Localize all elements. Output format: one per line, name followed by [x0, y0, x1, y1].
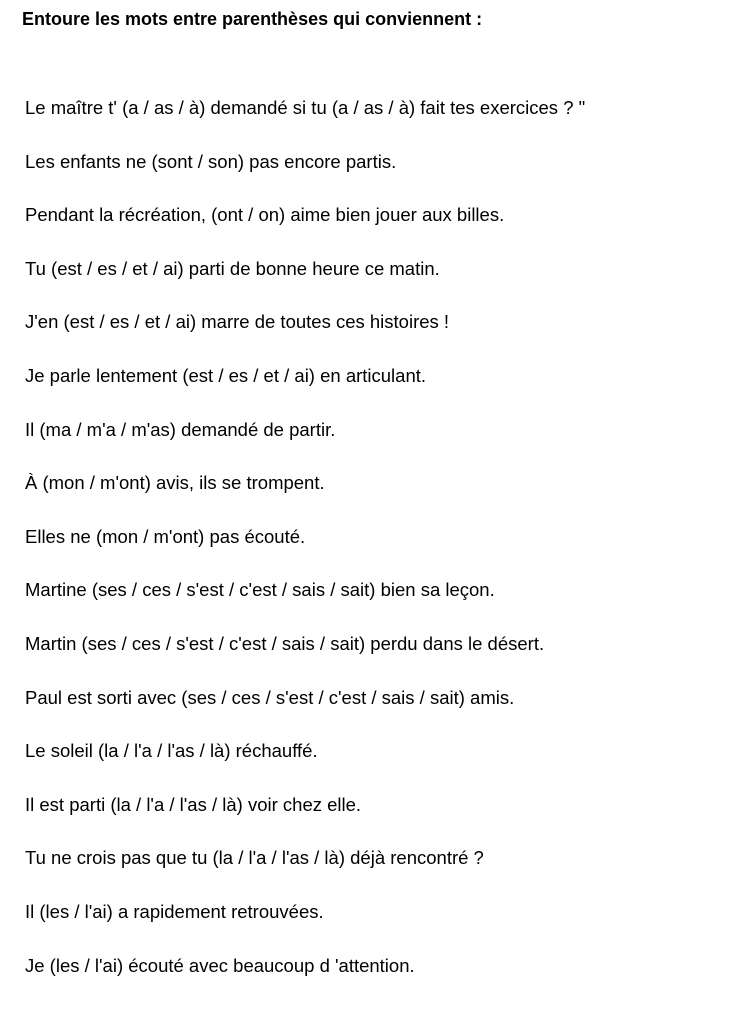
sentence-17: Je (les / l'ai) écouté avec beaucoup d 'attention. — [25, 954, 415, 976]
sentence-1: Le maître t' (a / as / à) demandé si tu (a / as / à) fait tes exercices ? " — [25, 97, 586, 118]
sentence-13: Le soleil (la / l'a / l'as / là) réchauffé. — [25, 740, 318, 762]
sentence-9: Elles ne (mon / m'ont) pas écouté. — [25, 525, 306, 547]
sentence-16: Il (les / l'ai) a rapidement retrouvées. — [25, 900, 324, 922]
sentence-3: Pendant la récréation, (ont / on) aime bien jouer aux billes. — [25, 204, 505, 226]
sentence-5: J'en (est / es / et / ai) marre de toutes ces histoires ! — [25, 311, 450, 333]
sentence-10: Martine (ses / ces / s'est / c'est / sais / sait) bien sa leçon. — [25, 579, 495, 601]
sentence-list — [25, 96, 585, 1007]
sentence-12: Paul est sorti avec (ses / ces / s'est / c'est / sais / sait) amis. — [25, 686, 515, 708]
sentence-7: Il (ma / m'a / m'as) demandé de partir. — [25, 418, 336, 440]
sentence-2: Les enfants ne (sont / son) pas encore partis. — [25, 150, 397, 172]
sentence-6: Je parle lentement (est / es / et / ai) en articulant. — [25, 364, 427, 386]
sentence-8: À (mon / m'ont) avis, ils se trompent. — [25, 472, 325, 494]
instruction-title: Entoure les mots entre parenthèses qui conviennent : — [22, 9, 483, 29]
sentence-4: Tu (est / es / et / ai) parti de bonne heure ce matin. — [25, 257, 440, 279]
sentence-11: Martin (ses / ces / s'est / c'est / sais / sait) perdu dans le désert. — [25, 632, 545, 654]
sentence-14: Il est parti (la / l'a / l'as / là) voir chez elle. — [25, 793, 362, 815]
sentence-15: Tu ne crois pas que tu (la / l'a / l'as / là) déjà rencontré ? — [25, 847, 484, 869]
